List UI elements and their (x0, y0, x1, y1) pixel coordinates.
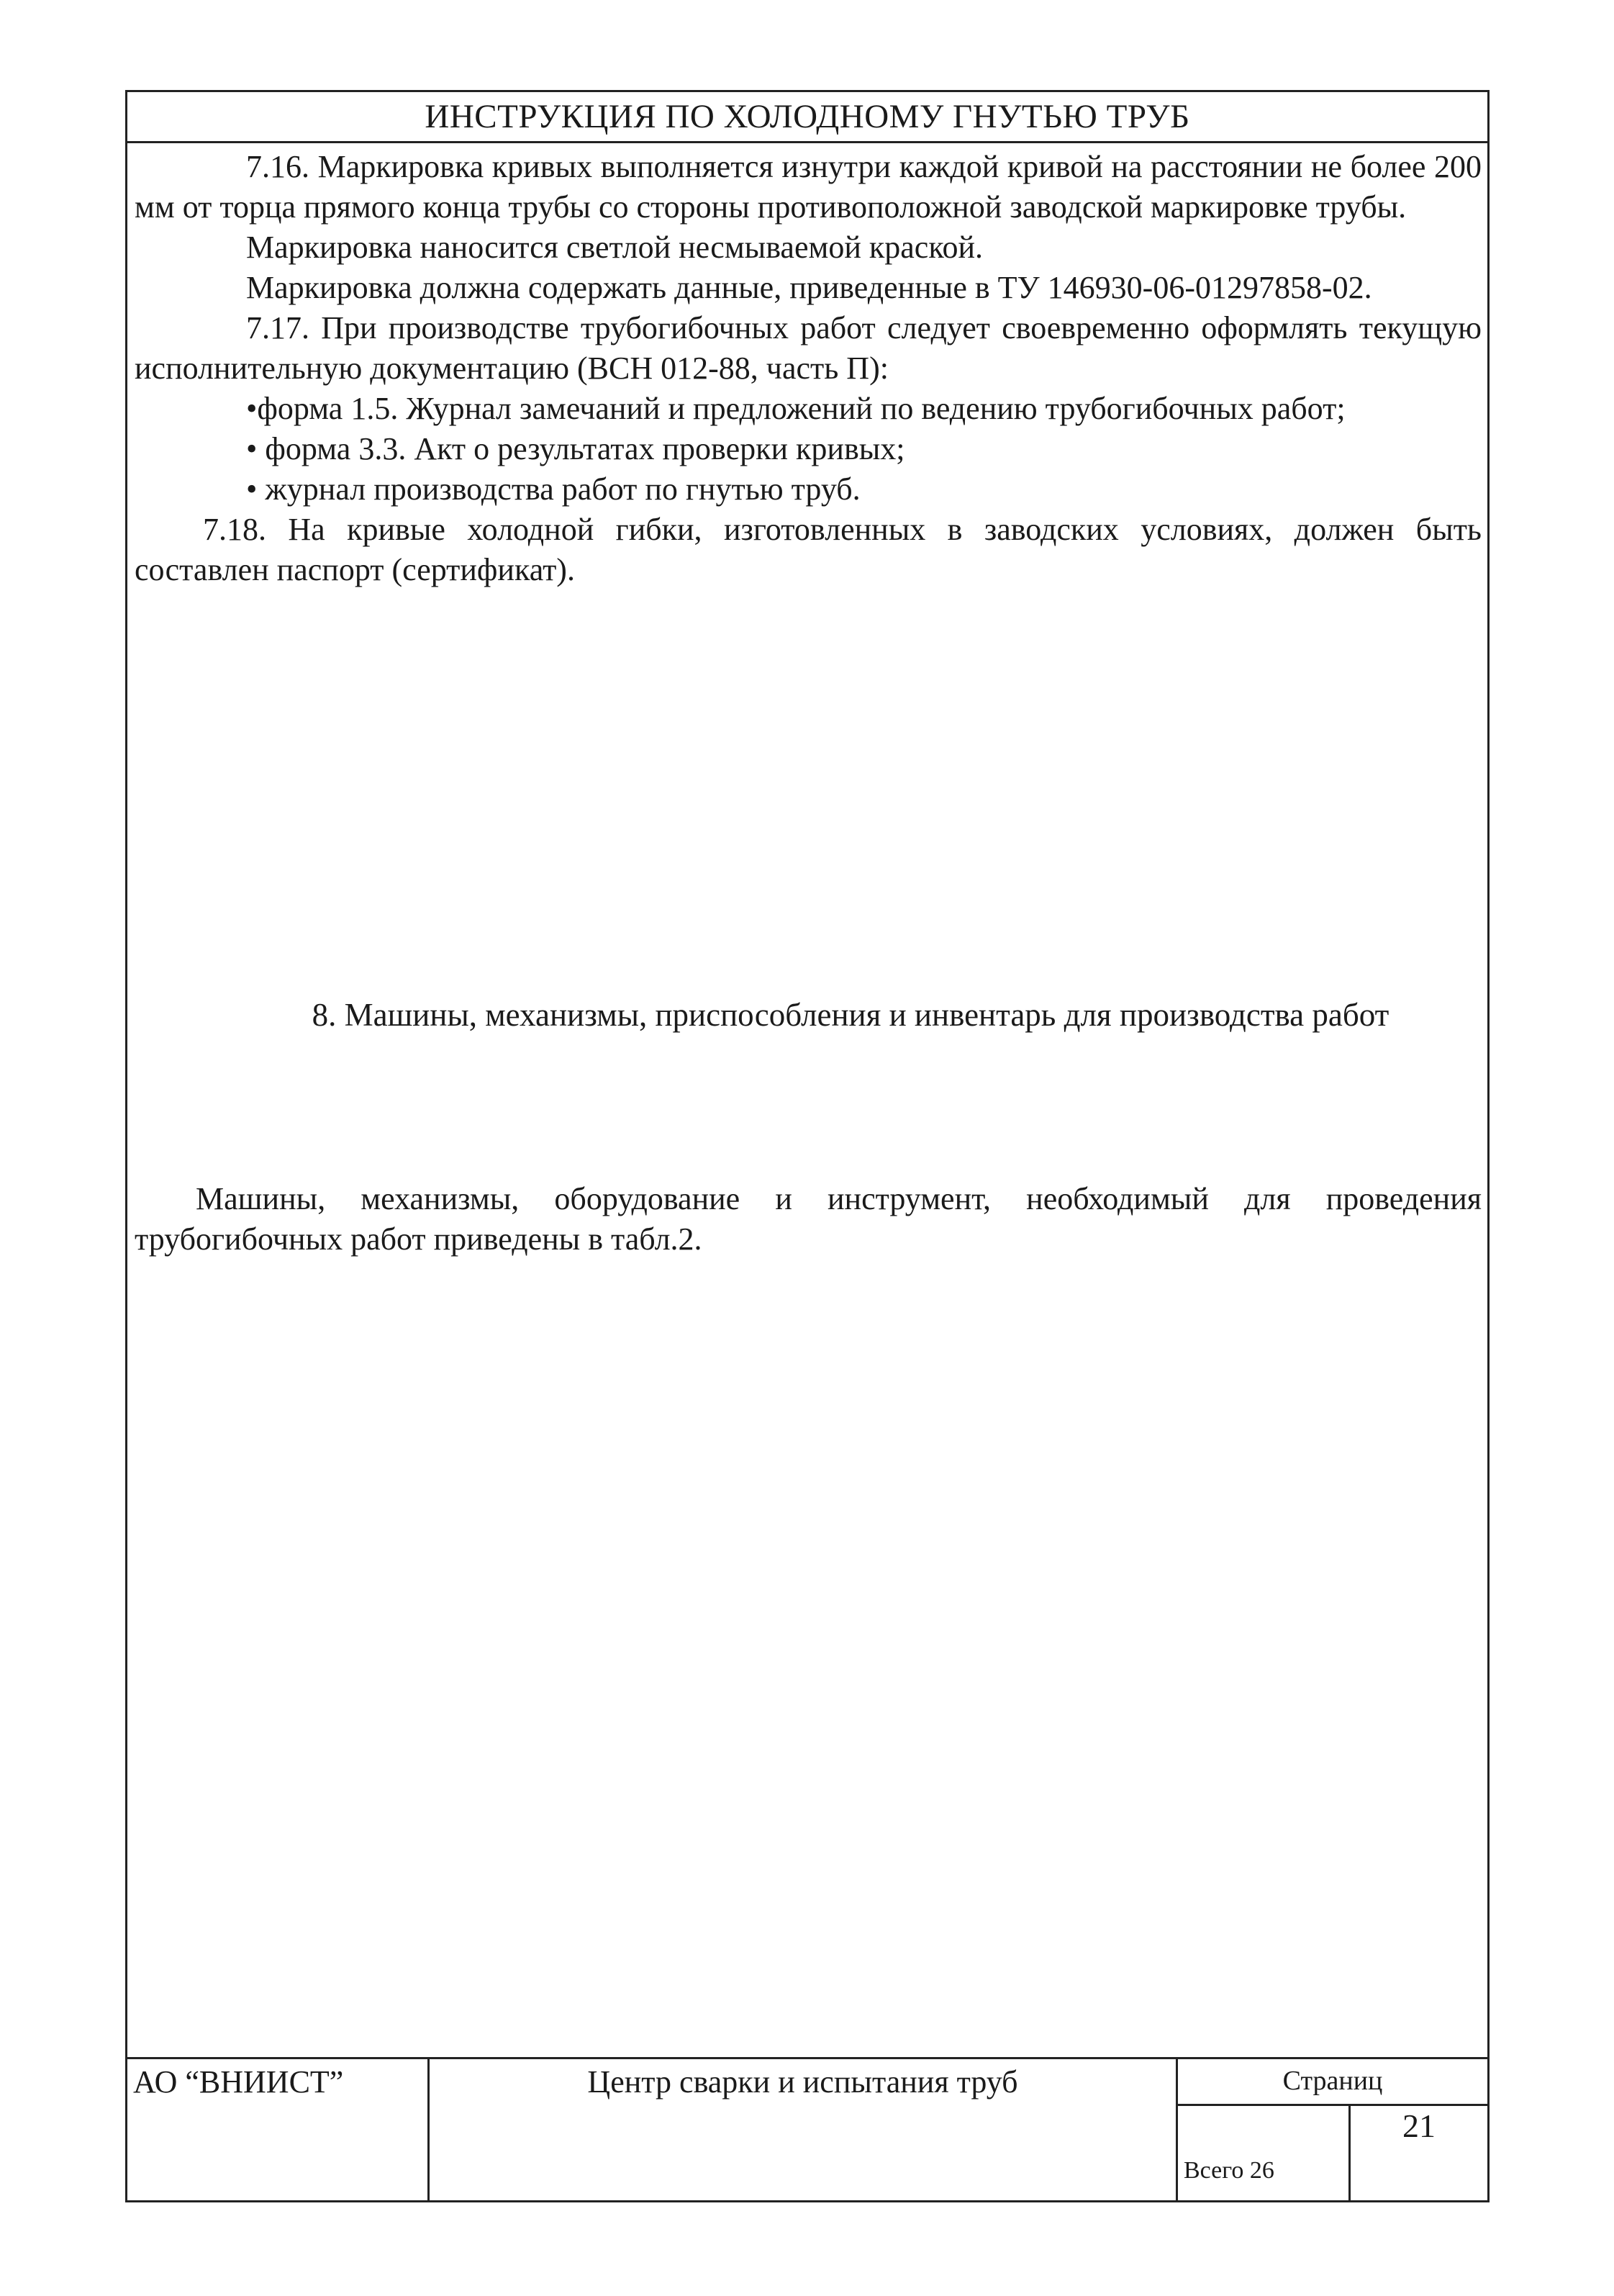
paragraph-marking-data: Маркировка должна содержать данные, приведенные в ТУ 146930-06-01297858-02. (246, 270, 1372, 305)
list-item: •форма 1.5. Журнал замечаний и предложений по ведению трубогибочных работ; (246, 391, 1346, 426)
list-item: • форма 3.3. Акт о результатах проверки кривых; (246, 431, 905, 466)
document-body (135, 147, 1482, 590)
title-block (127, 2057, 1487, 2200)
organization-name: АО “ВНИИСТ” (127, 2059, 430, 2200)
pages-label: Страниц (1178, 2059, 1487, 2106)
pages-block (1178, 2059, 1487, 2200)
paragraph-section-8: Машины, механизмы, оборудование и инструмент, необходимый для проведения трубогибочных работ приведены в табл.2. (135, 1181, 1482, 1257)
department-name: Центр сварки и испытания труб (430, 2059, 1178, 2200)
page-number: 21 (1402, 2107, 1436, 2144)
section-8-heading: 8. Машины, механизмы, приспособления и инвентарь для производства работ (312, 997, 1389, 1033)
document-title: ИНСТРУКЦИЯ ПО ХОЛОДНОМУ ГНУТЬЮ ТРУБ (127, 92, 1487, 143)
total-pages: Всего 26 (1178, 2104, 1351, 2200)
list-item: • журнал производства работ по гнутью труб. (246, 471, 861, 507)
document-frame (125, 90, 1490, 2202)
paragraph-7-16: 7.16. Маркировка кривых выполняется изнутри каждой кривой на расстоянии не более 200 мм от торца прямого конца трубы со стороны противоположной заводской маркировке трубы. (135, 149, 1482, 225)
paragraph-marking-paint: Маркировка наносится светлой несмываемой краской. (246, 230, 984, 265)
paragraph-7-17: 7.17. При производстве трубогибочных работ следует своевременно оформлять текущую исполнительную документацию (ВСН 012-88, часть П): (135, 310, 1482, 386)
section-8-body (135, 1179, 1482, 1260)
paragraph-7-18: 7.18. На кривые холодной гибки, изготовленных в заводских условиях, должен быть составлен паспорт (сертификат). (135, 512, 1482, 587)
